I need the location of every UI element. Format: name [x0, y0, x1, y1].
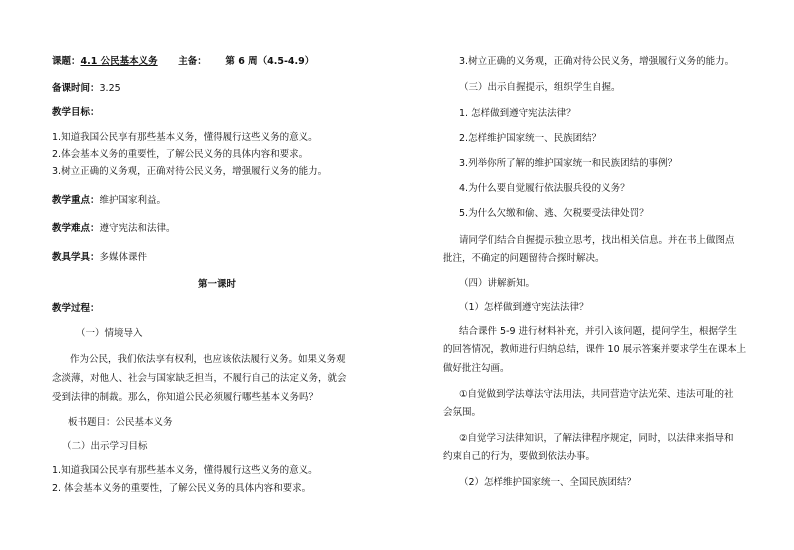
topic-label: 课题：: [52, 56, 81, 67]
editor-label: 主备：: [178, 56, 207, 67]
objective-item: 2.体会基本义务的重要性，了解公民义务的具体内容和要求。: [52, 149, 309, 160]
section-heading: （二）出示学习目标: [62, 441, 148, 452]
objective-item: 1.知道我国公民享有那些基本义务，懂得履行这些义务的意义。: [52, 132, 318, 143]
explain-line: 做好批注勾画。: [443, 363, 510, 374]
self-study-line: 请同学们结合自握提示独立思考，找出相关信息。并在书上做图点: [459, 235, 735, 246]
prep-time-label: 备课时间：: [52, 83, 100, 94]
question-item: 2.怎样维护国家统一、民族团结？: [459, 133, 602, 144]
topic-title: 4.1 公民基本义务: [80, 56, 158, 67]
difficulty-value: 遵守宪法和法律。: [99, 223, 176, 234]
point-line: ②自觉学习法律知识，了解法律程序规定，同时，以法律来指导和: [459, 433, 734, 444]
explain-line: 结合课件 5-9 进行材料补充，并引入该问题，提问学生，根据学生: [459, 326, 738, 337]
tools-label: 教具学具：: [52, 252, 100, 263]
goal-item: 2. 体会基本义务的重要性，了解公民义务的具体内容和要求。: [52, 483, 312, 494]
key-point: [52, 196, 382, 206]
section-heading: （三）出示自握提示，组织学生自握。: [459, 82, 621, 93]
key-point-value: 维护国家利益。: [99, 195, 167, 206]
question-item: 1. 怎样做到遵守宪法法律？: [459, 108, 576, 119]
question-item: 4.为什么要自觉履行依法服兵役的义务？: [459, 183, 630, 194]
tools-value: 多媒体课件: [99, 252, 148, 263]
lesson-title: 第一课时: [197, 279, 236, 290]
week-range: 第 6 周（4.5-4.9）: [225, 56, 315, 67]
prep-time: [52, 84, 382, 94]
sub-heading: （2）怎样维护国家统一、全国民族团结？: [459, 477, 637, 488]
question-item: 3.列举你所了解的维护国家统一和民族团结的事例？: [459, 158, 678, 169]
intro-line: 受到法律的制裁。那么，你知道公民必须履行哪些基本义务吗？: [52, 392, 319, 403]
intro-line: 念淡薄，对他人、社会与国家缺乏担当，不履行自己的法定义务，就会: [52, 373, 347, 384]
question-item: 5.为什么欠缴和偷、逃、欠税要受法律处罚？: [459, 208, 649, 219]
difficulty-label: 教学难点：: [52, 223, 100, 234]
point-line: ①自觉做到学法尊法守法用法，共同营造守法光荣、违法可耻的社: [459, 389, 734, 400]
process-title: 教学过程：: [52, 303, 100, 314]
objective-item: 3.树立正确的义务观，正确对待公民义务，增强履行义务的能力。: [52, 166, 328, 177]
explain-line: 的回答情况，教师进行归纳总结，课件 10 展示答案并要求学生在课本上: [443, 344, 747, 355]
objectives-title: 教学目标：: [52, 107, 100, 118]
section-heading: （四）讲解新知。: [459, 278, 536, 289]
difficulty: [52, 224, 382, 234]
point-line: 会氛围。: [443, 407, 482, 418]
point-line: 约束自己的行为，要做到依法办事。: [443, 451, 596, 462]
goal-item: 1.知道我国公民享有那些基本义务，懂得履行这些义务的意义。: [52, 465, 318, 476]
header-line: [52, 57, 382, 67]
goal-item: 3.树立正确的义务观，正确对待公民义务，增强履行义务的能力。: [459, 56, 735, 67]
key-point-label: 教学重点：: [52, 195, 100, 206]
intro-line: 作为公民，我们依法享有权利，也应该依法履行义务。如果义务观: [70, 354, 346, 365]
sub-heading: （1）怎样做到遵守宪法法律？: [459, 302, 589, 313]
prep-time-value: 3.25: [99, 83, 121, 94]
teaching-tools: [52, 253, 382, 263]
self-study-line: 批注，不确定的问题留待合探时解决。: [443, 253, 605, 264]
section-heading: （一）情境导入: [76, 328, 143, 339]
board-title: 板书题目：公民基本义务: [68, 417, 173, 428]
